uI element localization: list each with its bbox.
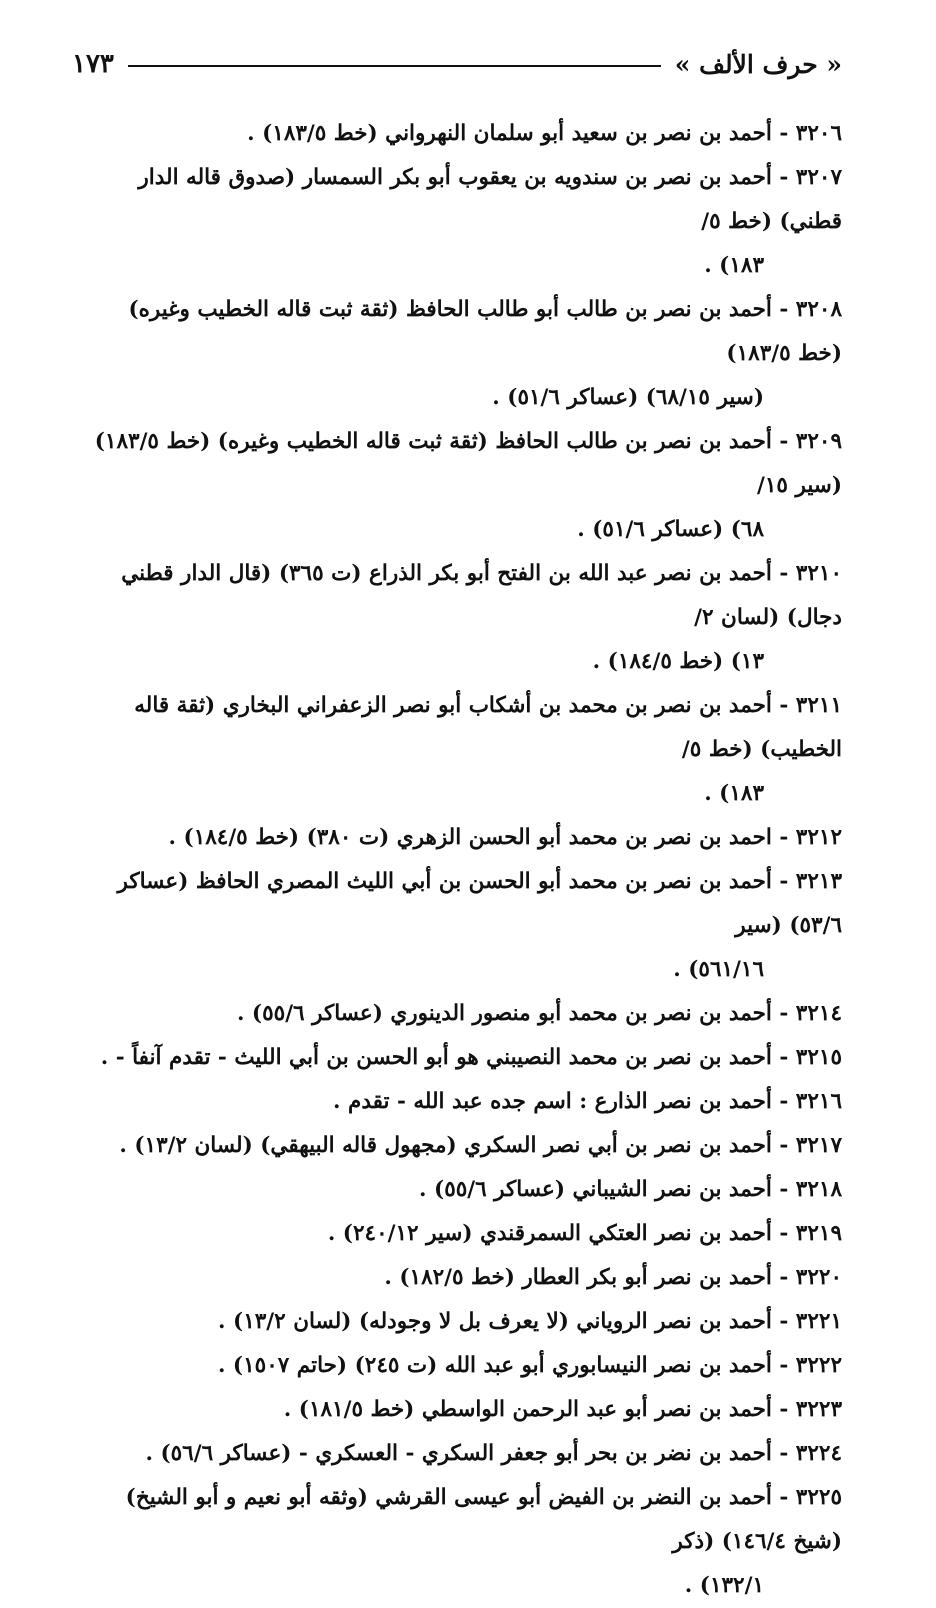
entry-list (78, 112, 842, 1608)
entry-3211: ٣٢١١ - أحمد بن نصر بن محمد بن أشكاب أبو نصر الزعفراني البخاري (ثقة قاله الخطيب) (خط ٥/ ١٨٣) . (134, 693, 842, 806)
header-title: « حرف الألف » (674, 49, 842, 79)
entry-3223: ٣٢٢٣ - أحمد بن نصر أبو عبد الرحمن الواسطي (خط ١٨١/٥) . (283, 1397, 842, 1422)
entry-3210: ٣٢١٠ - أحمد بن نصر عبد الله بن الفتح أبو بكر الذراع (ت ٣٦٥) (قال الدار قطني دجال) (لسان ٢/ ١٣) (خط ١٨٤/٥) . (121, 561, 842, 674)
entry-3206: ٣٢٠٦ - أحمد بن نصر بن سعيد أبو سلمان النهرواني (خط ١٨٣/٥) . (247, 121, 842, 146)
entry-3212: ٣٢١٢ - احمد بن نصر بن محمد أبو الحسن الزهري (ت ٣٨٠) (خط ١٨٤/٥) . (168, 825, 842, 850)
page-number: ١٧٣ (72, 49, 114, 79)
entry-3222: ٣٢٢٢ - أحمد بن نصر النيسابوري أبو عبد الله (ت ٢٤٥) (حاتم ١٥٠٧) . (217, 1353, 842, 1378)
entry-3209: ٣٢٠٩ - أحمد بن نصر بن طالب الحافظ (ثقة ثبت قاله الخطيب وغيره) (خط ١٨٣/٥) (سير ١٥/ ٦٨) (عساكر ٥١/٦) . (94, 429, 842, 542)
entry-3224: ٣٢٢٤ - أحمد بن نضر بن بحر أبو جعفر السكري - العسكري - (عساكر ٥٦/٦) . (145, 1441, 842, 1466)
entry-3219: ٣٢١٩ - أحمد بن نصر العتكي السمرقندي (سير ٢٤٠/١٢) . (327, 1221, 842, 1246)
header-rule (128, 65, 661, 67)
entry-3217: ٣٢١٧ - أحمد بن نصر بن أبي نصر السكري (مجهول قاله البيهقي) (لسان ١٣/٢) . (119, 1133, 842, 1158)
entry-3218: ٣٢١٨ - أحمد بن نصر الشيباني (عساكر ٥٥/٦) . (419, 1177, 842, 1202)
entry-3220: ٣٢٢٠ - أحمد بن نصر أبو بكر العطار (خط ١٨٢/٥) . (384, 1265, 842, 1290)
entry-3225: ٣٢٢٥ - أحمد بن النضر بن الفيض أبو عيسى القرشي (وثقه أبو نعيم و أبو الشيخ) (شيخ ١٤٦/٤) (ذكر ١٣٢/١) . (125, 1485, 842, 1598)
entry-3215: ٣٢١٥ - أحمد بن نصر بن محمد النصيبني هو أبو الحسن بن أبي الليث - تقدم آنفاً - . (100, 1045, 842, 1070)
entry-3216: ٣٢١٦ - أحمد بن نصر الذارع : اسم جده عبد الله - تقدم . (333, 1089, 842, 1114)
entry-3213: ٣٢١٣ - أحمد بن نصر بن محمد أبو الحسن بن أبي الليث المصري الحافظ (عساكر ٥٣/٦) (سير ٥٦١/١٦) . (117, 869, 842, 982)
page-header (72, 44, 842, 84)
entry-3207: ٣٢٠٧ - أحمد بن نصر بن سندويه بن يعقوب أبو بكر السمسار (صدوق قاله الدار قطني) (خط ٥/ ١٨٣) . (138, 165, 842, 278)
entry-3214: ٣٢١٤ - أحمد بن نصر بن محمد أبو منصور الدينوري (عساكر ٥٥/٦) . (236, 1001, 842, 1026)
entry-3208: ٣٢٠٨ - أحمد بن نصر بن طالب أبو طالب الحافظ (ثقة ثبت قاله الخطيب وغيره) (خط ١٨٣/٥) (سير ٦٨/١٥) (عساكر ٥١/٦) . (128, 297, 842, 410)
entry-3221: ٣٢٢١ - أحمد بن نصر الروياني (لا يعرف بل لا وجودله) (لسان ١٣/٢) . (218, 1309, 842, 1334)
